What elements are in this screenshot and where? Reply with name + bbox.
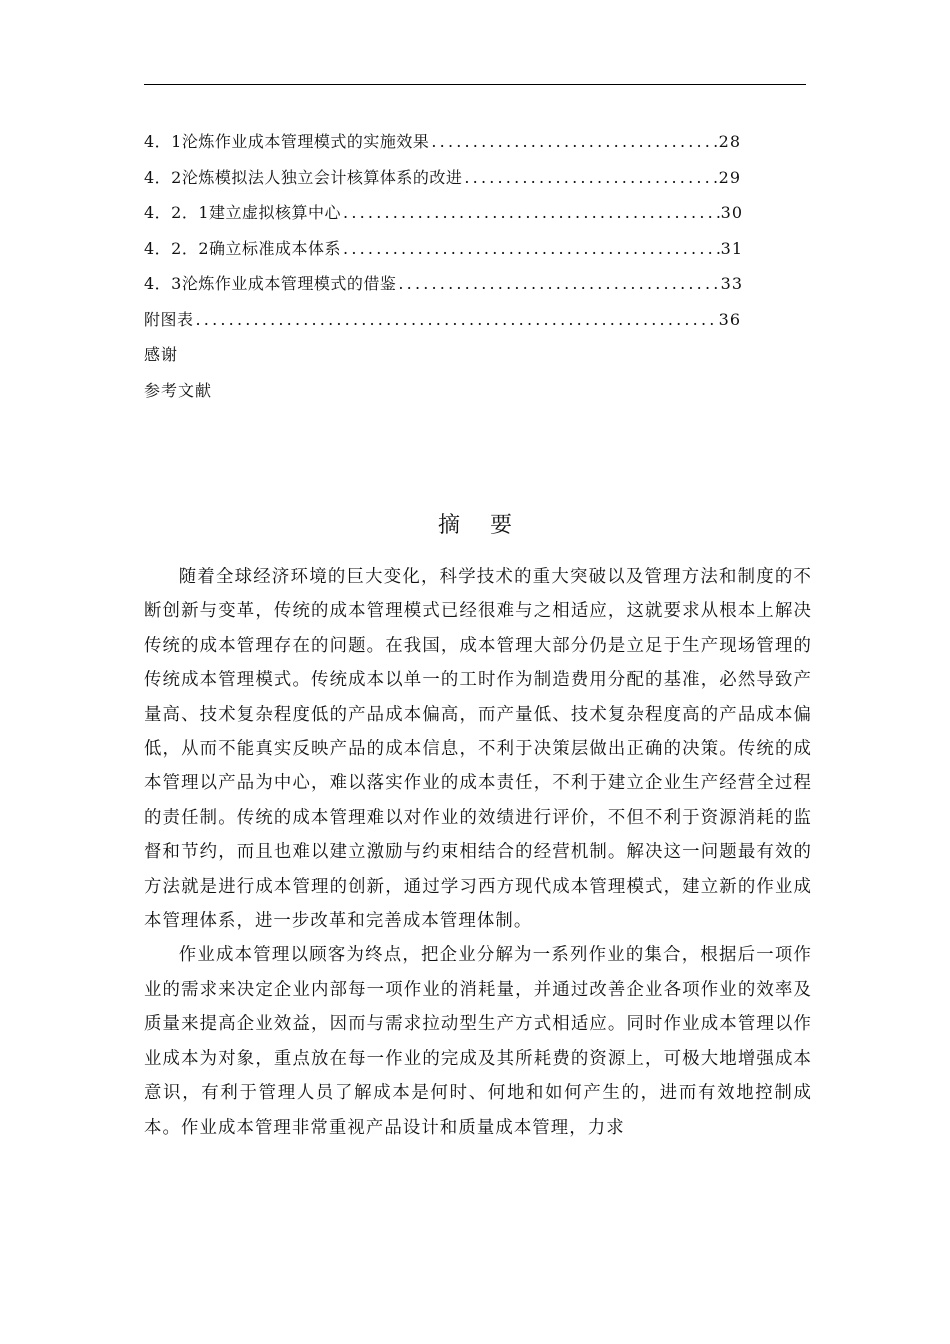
toc-entry-page: 28 <box>718 132 741 151</box>
toc-entry-label: 4．2沦炼模拟法人独立会计核算体系的改进 <box>144 167 463 187</box>
toc-entry-label: 4．1沦炼作业成本管理模式的实施效果 <box>144 132 430 151</box>
toc-entry-label: 附图表 <box>144 309 194 329</box>
toc-entry[interactable] <box>144 195 743 231</box>
toc-entry-page: 36 <box>718 309 741 329</box>
abstract-title: 摘要 <box>437 513 542 538</box>
toc-leader-dots <box>341 195 721 231</box>
toc-entry-references[interactable]: 参考文献 <box>144 380 213 400</box>
toc-entry-page: 30 <box>720 203 743 222</box>
toc-leader-dots <box>396 266 720 302</box>
toc-entry[interactable] <box>144 231 743 267</box>
toc-entry-label: 4．3沦炼作业成本管理模式的借鉴 <box>144 274 397 293</box>
table-of-contents <box>144 124 784 408</box>
toc-entry-page: 33 <box>720 274 743 293</box>
abstract-paragraph: 随着全球经济环境的巨大变化，科学技术的重大突破以及管理方法和制度的不断创新与变革，传统的成本管理模式已经很难与之相适应，这就要求从根本上解决传统的成本管理存在的问题。在我国，成本管理大部分仍是立足于生产现场管理的传统成本管理模式。传统成本以单一的工时作为制造费用分配的基准，必然导致产量高、技术复杂程度低的产品成本偏高，而产量低、技术复杂程度高的产品成本偏低，从而不能真实反映产品的成本信息，不利于决策层做出正确的决策。传统的成本管理以产品为中心，难以落实作业的成本责任，不利于建立企业生产经营全过程的责任制。传统的成本管理难以对作业的效绩进行评价，不但不利于资源消耗的监督和节约，而且也难以建立激励与约束相结合的经营机制。解决这一问题最有效的方法就是进行成本管理的创新，通过学习西方现代成本管理模式，建立新的作业成本管理体系，进一步改革和完善成本管理体制。 <box>144 567 812 932</box>
toc-entry-label: 4．2．1建立虚拟核算中心 <box>144 203 342 222</box>
toc-entry[interactable] <box>144 266 743 302</box>
header-rule <box>144 84 806 85</box>
toc-entry[interactable] <box>144 302 741 338</box>
abstract-paragraph: 作业成本管理以顾客为终点，把企业分解为一系列作业的集合，根据后一项作业的需求来决定企业内部每一项作业的消耗量，并通过改善企业各项作业的效率及质量来提高企业效益，因而与需求拉动型生产方式相适应。同时作业成本管理以作业成本为对象，重点放在每一作业的完成及其所耗费的资源上，可极大地增强成本意识，有利于管理人员了解成本是何时、何地和如何产生的，进而有效地控制成本。作业成本管理非常重视产品设计和质量成本管理，力求 <box>144 945 812 1138</box>
toc-leader-dots <box>341 231 721 267</box>
toc-entry[interactable] <box>144 160 741 196</box>
toc-entry[interactable] <box>144 124 741 160</box>
toc-leader-dots <box>429 124 718 160</box>
abstract-body <box>144 560 812 1145</box>
toc-entry-acknowledgements[interactable]: 感谢 <box>144 345 179 364</box>
toc-leader-dots <box>462 160 718 196</box>
toc-entry-page: 31 <box>720 238 743 258</box>
toc-entry-page: 29 <box>718 167 741 187</box>
toc-leader-dots <box>194 302 719 338</box>
toc-entry-label: 4．2．2确立标准成本体系 <box>144 238 342 258</box>
